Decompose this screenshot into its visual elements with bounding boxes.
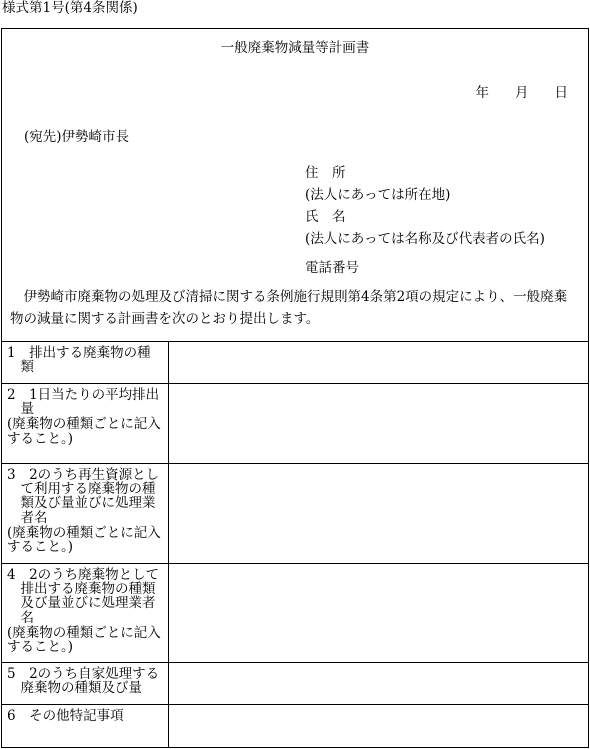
document-title: 一般廃棄物減量等計画書 xyxy=(220,40,370,56)
row-label xyxy=(2,342,168,384)
row-label xyxy=(2,705,168,748)
name-label: 氏 名 xyxy=(305,209,346,225)
table-row xyxy=(2,663,588,705)
date-month-label: 月 xyxy=(515,85,529,101)
row-label xyxy=(2,663,168,705)
date-day-label: 日 xyxy=(554,85,568,101)
form-number-label: 様式第1号(第4条関係) xyxy=(2,0,138,16)
submission-statement: 伊勢崎市廃棄物の処理及び清掃に関する条例施行規則第4条第2項の規定により、一般廃棄物の減量に関する計画書を次のとおり提出します。 xyxy=(10,289,568,328)
row-main-text: 4 2のうち廃棄物として排出する廃棄物の種類及び量並びに処理業者名 xyxy=(7,567,160,626)
row-main-text: 5 2のうち自家処理する廃棄物の種類及び量 xyxy=(7,666,160,697)
plan-table xyxy=(2,341,588,748)
row-note-text: (廃棄物の種類ごとに記入すること。) xyxy=(7,416,161,447)
form-frame xyxy=(1,28,589,748)
address-label: 住 所 xyxy=(305,165,346,181)
name-note: (法人にあっては名称及び代表者の氏名) xyxy=(305,231,545,247)
date-line xyxy=(476,85,569,102)
table-row xyxy=(2,384,588,464)
row-note-text: (廃棄物の種類ごとに記入すること。) xyxy=(7,624,161,655)
row-main-text: 1 排出する廃棄物の種類 xyxy=(7,345,151,376)
address-note: (法人にあっては所在地) xyxy=(305,187,451,203)
row-note-text: (廃棄物の種類ごとに記入すること。) xyxy=(7,524,161,555)
row-main-text: 6 その他特記事項 xyxy=(7,708,124,724)
addressee: (宛先)伊勢崎市長 xyxy=(24,129,130,145)
row-main-text: 3 2のうち再生資源として利用する廃棄物の種類及び量並びに処理業者名 xyxy=(7,467,160,526)
row-entry-cell[interactable] xyxy=(168,384,588,464)
table-row xyxy=(2,342,588,384)
row-label xyxy=(2,464,168,564)
table-row xyxy=(2,564,588,663)
row-entry-cell[interactable] xyxy=(168,564,588,663)
table-row xyxy=(2,705,588,748)
row-label xyxy=(2,384,168,464)
row-entry-cell[interactable] xyxy=(168,464,588,564)
row-main-text: 2 1日当たりの平均排出量 xyxy=(7,387,160,418)
row-entry-cell[interactable] xyxy=(168,342,588,384)
row-entry-cell[interactable] xyxy=(168,663,588,705)
phone-label: 電話番号 xyxy=(305,260,359,276)
row-entry-cell[interactable] xyxy=(168,705,588,748)
row-label xyxy=(2,564,168,663)
date-year-label: 年 xyxy=(475,85,489,101)
table-row xyxy=(2,464,588,564)
